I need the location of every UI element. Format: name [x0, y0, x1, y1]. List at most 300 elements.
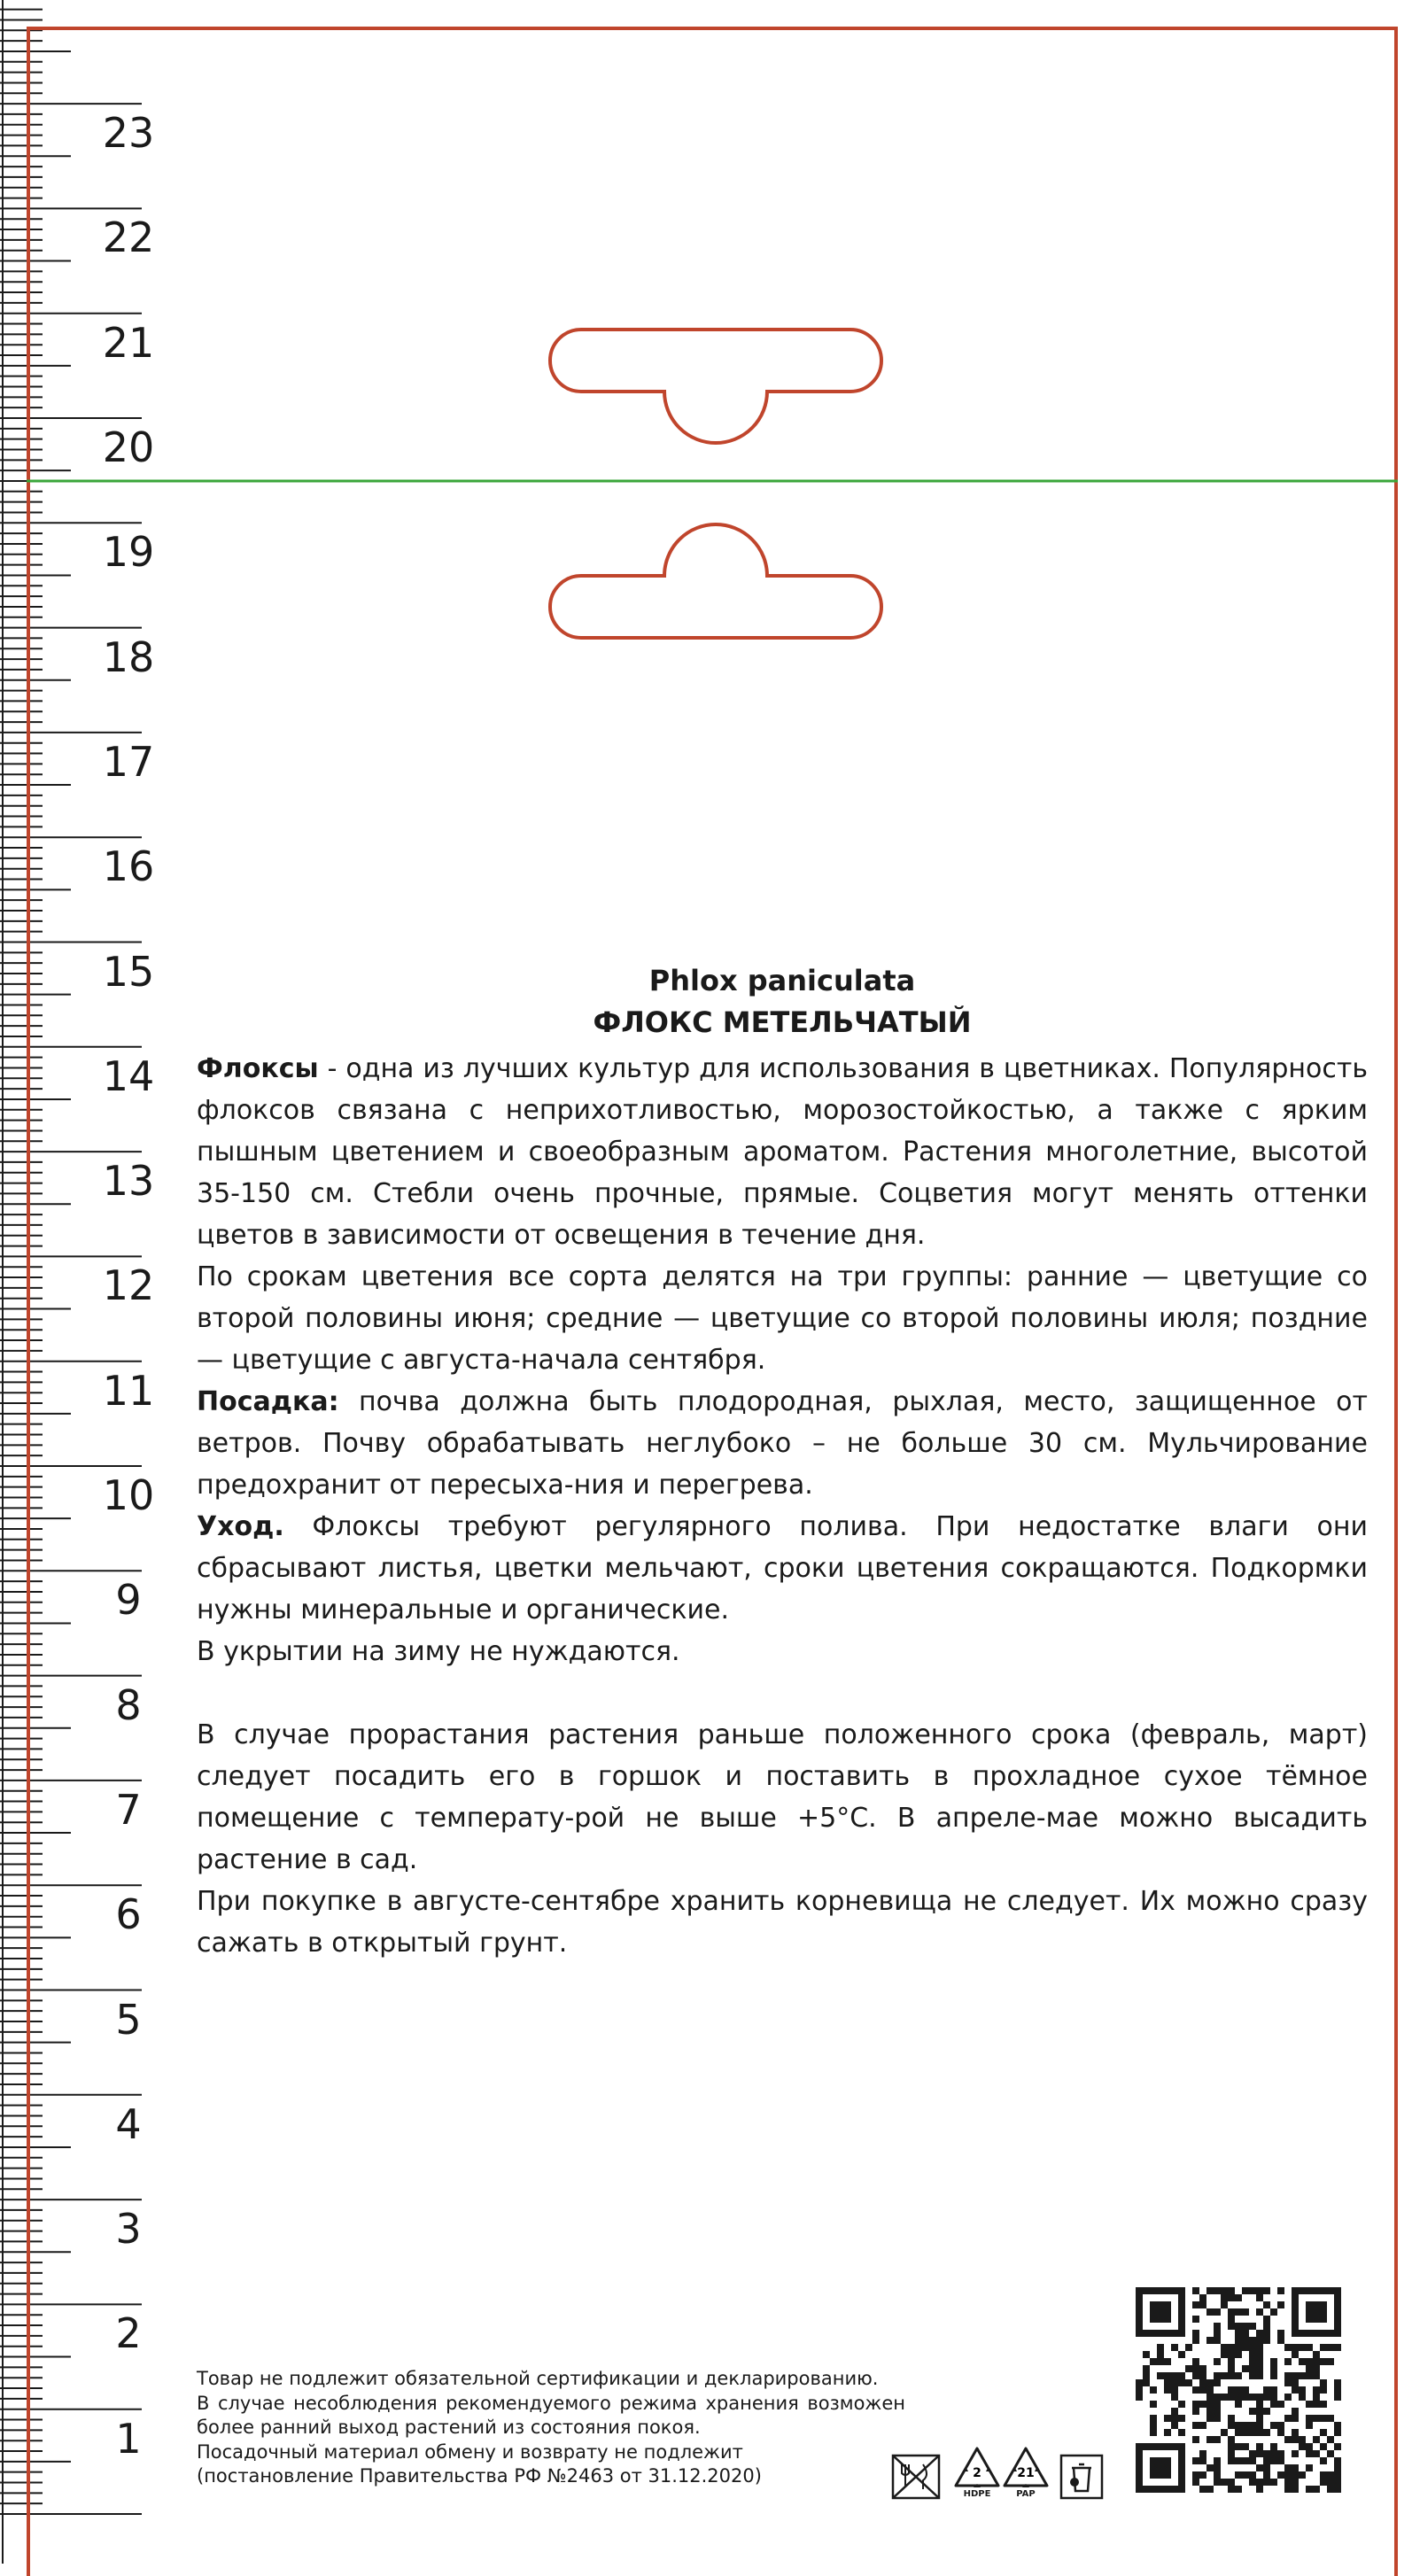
qr-module — [1228, 2351, 1235, 2358]
qr-module — [1263, 2386, 1270, 2394]
qr-module — [1320, 2457, 1327, 2464]
qr-module — [1171, 2386, 1178, 2394]
qr-module — [1221, 2294, 1228, 2301]
qr-finder — [1150, 2457, 1171, 2479]
qr-module — [1292, 2436, 1299, 2443]
qr-module — [1192, 2479, 1199, 2486]
qr-module — [1256, 2422, 1263, 2429]
paragraph-care — [197, 1506, 1368, 1631]
qr-module — [1221, 2429, 1228, 2436]
ruler-number: 16 — [102, 842, 155, 891]
qr-module — [1235, 2429, 1242, 2436]
qr-module — [1143, 2372, 1150, 2379]
qr-module — [1270, 2308, 1277, 2316]
qr-module — [1284, 2436, 1292, 2443]
qr-module — [1228, 2294, 1235, 2301]
qr-module — [1270, 2422, 1277, 2429]
qr-module — [1256, 2394, 1263, 2401]
qr-module — [1299, 2443, 1306, 2450]
qr-module — [1263, 2337, 1270, 2344]
qr-module — [1299, 2471, 1306, 2479]
ruler-number: 15 — [102, 947, 155, 996]
qr-module — [1206, 2486, 1214, 2493]
qr-module — [1235, 2323, 1242, 2330]
qr-module — [1228, 2479, 1235, 2486]
qr-module — [1221, 2351, 1228, 2358]
qr-module — [1150, 2386, 1157, 2394]
qr-module — [1263, 2408, 1270, 2415]
qr-code — [1136, 2287, 1341, 2493]
qr-module — [1235, 2308, 1242, 2316]
hdpe-label: HDPE — [963, 2489, 991, 2499]
ruler-number: 17 — [102, 737, 155, 786]
qr-module — [1242, 2457, 1249, 2464]
qr-module — [1235, 2394, 1242, 2401]
lead-care: Уход. — [197, 1511, 284, 1542]
qr-module — [1263, 2450, 1270, 2457]
qr-module — [1235, 2294, 1242, 2301]
qr-module — [1178, 2429, 1185, 2436]
qr-module — [1313, 2372, 1320, 2379]
qr-module — [1249, 2344, 1256, 2351]
qr-module — [1171, 2372, 1178, 2379]
qr-module — [1263, 2301, 1270, 2308]
qr-module — [1313, 2365, 1320, 2372]
qr-module — [1235, 2443, 1242, 2450]
qr-module — [1206, 2408, 1214, 2415]
qr-module — [1292, 2408, 1299, 2415]
qr-module — [1242, 2443, 1249, 2450]
qr-module — [1327, 2486, 1334, 2493]
pap-label: PAP — [1016, 2489, 1036, 2499]
qr-module — [1206, 2308, 1214, 2316]
qr-module — [1277, 2422, 1284, 2429]
qr-module — [1292, 2379, 1299, 2386]
ruler-number: 22 — [102, 213, 155, 262]
qr-module — [1284, 2486, 1292, 2493]
qr-module — [1235, 2330, 1242, 2337]
qr-module — [1256, 2479, 1263, 2486]
qr-module — [1242, 2308, 1249, 2316]
qr-module — [1192, 2316, 1199, 2323]
qr-module — [1192, 2386, 1199, 2394]
qr-module — [1242, 2365, 1249, 2372]
paragraph-early-sprout — [197, 1714, 1368, 1881]
qr-module — [1242, 2323, 1249, 2330]
qr-module — [1306, 2422, 1313, 2429]
footer-line-1: Товар не подлежит обязательной сертификации и декларированию. — [197, 2368, 879, 2389]
footer-line-4: (постановление Правительства РФ №2463 от 31.12.2020) — [197, 2465, 762, 2487]
qr-module — [1327, 2479, 1334, 2486]
qr-module — [1249, 2471, 1256, 2479]
qr-module — [1228, 2323, 1235, 2330]
qr-module — [1256, 2464, 1263, 2471]
ruler-number: 11 — [102, 1366, 155, 1415]
ruler-number: 18 — [102, 632, 155, 681]
qr-module — [1284, 2479, 1292, 2486]
qr-module — [1277, 2337, 1284, 2344]
qr-module — [1199, 2379, 1206, 2386]
qr-module — [1313, 2415, 1320, 2422]
qr-module — [1249, 2323, 1256, 2330]
qr-module — [1313, 2386, 1320, 2394]
qr-module — [1284, 2358, 1292, 2365]
qr-module — [1171, 2408, 1178, 2415]
qr-module — [1192, 2408, 1199, 2415]
qr-module — [1256, 2344, 1263, 2351]
qr-module — [1256, 2351, 1263, 2358]
qr-module — [1270, 2479, 1277, 2486]
qr-module — [1270, 2358, 1277, 2365]
qr-module — [1256, 2372, 1263, 2379]
qr-module — [1334, 2386, 1341, 2394]
qr-module — [1185, 2344, 1192, 2351]
qr-module — [1171, 2379, 1178, 2386]
qr-module — [1256, 2443, 1263, 2450]
qr-module — [1277, 2301, 1284, 2308]
qr-module — [1320, 2479, 1327, 2486]
qr-finder — [1306, 2301, 1327, 2323]
qr-module — [1150, 2401, 1157, 2408]
qr-module — [1292, 2386, 1299, 2394]
qr-module — [1270, 2386, 1277, 2394]
qr-module — [1284, 2379, 1292, 2386]
qr-module — [1185, 2365, 1192, 2372]
qr-module — [1214, 2330, 1221, 2337]
qr-module — [1270, 2401, 1277, 2408]
qr-module — [1228, 2358, 1235, 2365]
text-early-sprout: В случае прорастания растения раньше положенного срока (февраль, март) следует посадить его в горшок и поставить в прохладное сухое тёмное помещение с температу-рой не выше +5°С. В апреле-мае можно высадить растение в сад. — [197, 1719, 1368, 1875]
qr-module — [1199, 2301, 1206, 2308]
qr-module — [1249, 2372, 1256, 2379]
ruler-number: 12 — [102, 1261, 155, 1310]
ruler-number: 20 — [102, 423, 155, 471]
qr-module — [1150, 2429, 1157, 2436]
qr-module — [1313, 2351, 1320, 2358]
qr-module — [1327, 2344, 1334, 2351]
qr-module — [1306, 2372, 1313, 2379]
qr-module — [1256, 2365, 1263, 2372]
qr-module — [1284, 2471, 1292, 2479]
qr-module — [1206, 2401, 1214, 2408]
qr-module — [1221, 2394, 1228, 2401]
qr-module — [1249, 2351, 1256, 2358]
ruler-number: 4 — [115, 2099, 142, 2148]
qr-module — [1263, 2457, 1270, 2464]
qr-module — [1192, 2301, 1199, 2308]
qr-module — [1284, 2372, 1292, 2379]
qr-module — [1206, 2394, 1214, 2401]
qr-module — [1206, 2386, 1214, 2394]
qr-module — [1185, 2379, 1192, 2386]
ruler-number: 14 — [102, 1051, 155, 1100]
qr-module — [1306, 2344, 1313, 2351]
qr-module — [1178, 2401, 1185, 2408]
qr-module — [1270, 2372, 1277, 2379]
ruler-number: 8 — [115, 1680, 142, 1729]
text-about: - одна из лучших культур для использования в цветниках. Популярность флоксов связана с неприхотливостью, морозостойкостью, а также с ярким пышным цветением и своеобразным ароматом. Растения многолетние, высотой 35-150 см. Стебли очень прочные, прямые. Соцветия могут менять оттенки цветов в зависимости от освещения в течение дня. — [197, 1053, 1368, 1251]
qr-module — [1214, 2394, 1221, 2401]
qr-module — [1199, 2294, 1206, 2301]
qr-module — [1242, 2429, 1249, 2436]
qr-module — [1270, 2394, 1277, 2401]
qr-module — [1327, 2358, 1334, 2365]
qr-module — [1256, 2294, 1263, 2301]
qr-module — [1214, 2415, 1221, 2422]
qr-module — [1256, 2486, 1263, 2493]
qr-module — [1235, 2471, 1242, 2479]
qr-module — [1320, 2344, 1327, 2351]
ruler-number: 21 — [102, 318, 155, 367]
qr-module — [1313, 2401, 1320, 2408]
qr-module — [1292, 2415, 1299, 2422]
qr-module — [1327, 2436, 1334, 2443]
qr-module — [1228, 2365, 1235, 2372]
qr-module — [1199, 2422, 1206, 2429]
qr-module — [1228, 2287, 1235, 2294]
qr-module — [1221, 2301, 1228, 2308]
qr-module — [1306, 2365, 1313, 2372]
qr-module — [1263, 2394, 1270, 2401]
ruler-number: 1 — [115, 2414, 142, 2463]
pap-number: 21 — [1017, 2466, 1035, 2480]
ruler-number: 9 — [115, 1576, 142, 1625]
qr-module — [1143, 2379, 1150, 2386]
qr-module — [1192, 2358, 1199, 2365]
ruler-number: 6 — [115, 1890, 142, 1939]
qr-module — [1178, 2372, 1185, 2379]
paragraph-winter — [197, 1631, 1368, 1672]
qr-module — [1214, 2471, 1221, 2479]
ruler-number: 3 — [115, 2205, 142, 2254]
qr-module — [1334, 2464, 1341, 2471]
qr-module — [1228, 2436, 1235, 2443]
qr-module — [1320, 2429, 1327, 2436]
text-winter: В укрытии на зиму не нуждаются. — [197, 1636, 680, 1667]
qr-module — [1313, 2486, 1320, 2493]
qr-module — [1178, 2351, 1185, 2358]
qr-module — [1277, 2429, 1284, 2436]
qr-module — [1214, 2479, 1221, 2486]
qr-module — [1313, 2394, 1320, 2401]
qr-module — [1214, 2287, 1221, 2294]
qr-module — [1214, 2408, 1221, 2415]
qr-module — [1270, 2443, 1277, 2450]
qr-module — [1136, 2379, 1143, 2386]
qr-module — [1221, 2372, 1228, 2379]
qr-module — [1199, 2401, 1206, 2408]
qr-module — [1228, 2450, 1235, 2457]
qr-module — [1214, 2401, 1221, 2408]
qr-module — [1214, 2436, 1221, 2443]
qr-module — [1214, 2372, 1221, 2379]
qr-module — [1320, 2443, 1327, 2450]
qr-module — [1214, 2358, 1221, 2365]
ruler-number: 10 — [102, 1471, 155, 1519]
qr-module — [1242, 2386, 1249, 2394]
paragraph-autumn — [197, 1881, 1368, 1964]
text-autumn: При покупке в августе-сентябре хранить корневища не следует. Их можно сразу сажать в открытый грунт. — [197, 1886, 1368, 1959]
qr-module — [1256, 2408, 1263, 2415]
qr-module — [1299, 2358, 1306, 2365]
description-block — [197, 1048, 1368, 1964]
qr-module — [1192, 2422, 1199, 2429]
qr-module — [1256, 2429, 1263, 2436]
qr-module — [1199, 2365, 1206, 2372]
qr-module — [1192, 2365, 1199, 2372]
qr-module — [1327, 2415, 1334, 2422]
qr-module — [1292, 2429, 1299, 2436]
qr-module — [1249, 2394, 1256, 2401]
title-russian: ФЛОКС МЕТЕЛЬЧАТЫЙ — [593, 1005, 972, 1039]
qr-module — [1228, 2415, 1235, 2422]
qr-module — [1320, 2415, 1327, 2422]
recycle-hdpe-icon — [952, 2445, 1002, 2491]
qr-module — [1199, 2386, 1206, 2394]
qr-module — [1192, 2372, 1199, 2379]
qr-module — [1306, 2415, 1313, 2422]
qr-module — [1150, 2422, 1157, 2429]
text-groups: По срокам цветения все сорта делятся на три группы: ранние — цветущие со второй половины июня; средние — цветущие со второй половины июля; поздние — цветущие с августа-начала сентября. — [197, 1261, 1368, 1376]
qr-module — [1256, 2358, 1263, 2365]
text-care: Флоксы требуют регулярного полива. При недостатке влаги они сбрасывают листья, цветки мельчают, сроки цветения сокращаются. Подкормки нужны минеральные и органические. — [197, 1511, 1368, 1626]
qr-module — [1235, 2337, 1242, 2344]
qr-module — [1256, 2308, 1263, 2316]
ruler-number: 5 — [115, 1995, 142, 2044]
qr-module — [1171, 2422, 1178, 2429]
qr-module — [1249, 2479, 1256, 2486]
qr-module — [1334, 2443, 1341, 2450]
ruler-number: 2 — [115, 2309, 142, 2358]
qr-module — [1334, 2471, 1341, 2479]
qr-module — [1256, 2450, 1263, 2457]
qr-module — [1228, 2457, 1235, 2464]
qr-module — [1334, 2429, 1341, 2436]
qr-module — [1263, 2316, 1270, 2323]
qr-module — [1277, 2287, 1284, 2294]
qr-module — [1299, 2344, 1306, 2351]
qr-module — [1263, 2464, 1270, 2471]
qr-module — [1320, 2471, 1327, 2479]
qr-module — [1199, 2486, 1206, 2493]
qr-module — [1299, 2436, 1306, 2443]
qr-module — [1242, 2337, 1249, 2344]
qr-module — [1157, 2344, 1164, 2351]
qr-module — [1284, 2464, 1292, 2471]
qr-module — [1143, 2365, 1150, 2372]
qr-module — [1221, 2344, 1228, 2351]
qr-module — [1235, 2351, 1242, 2358]
qr-module — [1235, 2372, 1242, 2379]
qr-module — [1249, 2429, 1256, 2436]
qr-module — [1192, 2457, 1199, 2464]
qr-module — [1313, 2450, 1320, 2457]
qr-module — [1150, 2415, 1157, 2422]
qr-module — [1192, 2401, 1199, 2408]
qr-module — [1178, 2379, 1185, 2386]
qr-module — [1249, 2358, 1256, 2365]
qr-module — [1199, 2372, 1206, 2379]
no-food-contact-icon — [889, 2452, 943, 2502]
qr-module — [1150, 2358, 1157, 2365]
ruler-number: 7 — [115, 1785, 142, 1834]
qr-module — [1235, 2457, 1242, 2464]
qr-module — [1256, 2415, 1263, 2422]
footer-line-3: Посадочный материал обмену и возврату не подлежит — [197, 2440, 743, 2463]
qr-module — [1242, 2471, 1249, 2479]
qr-module — [1235, 2344, 1242, 2351]
qr-module — [1270, 2365, 1277, 2372]
qr-module — [1263, 2330, 1270, 2337]
qr-module — [1214, 2337, 1221, 2344]
qr-module — [1306, 2464, 1313, 2471]
qr-module — [1299, 2394, 1306, 2401]
qr-module — [1206, 2287, 1214, 2294]
paragraph-planting — [197, 1381, 1368, 1506]
qr-module — [1228, 2394, 1235, 2401]
qr-module — [1249, 2450, 1256, 2457]
qr-module — [1171, 2344, 1178, 2351]
qr-module — [1228, 2443, 1235, 2450]
qr-module — [1206, 2337, 1214, 2344]
qr-module — [1221, 2287, 1228, 2294]
hang-hole-top — [550, 330, 881, 443]
qr-module — [1228, 2422, 1235, 2429]
qr-module — [1249, 2287, 1256, 2294]
qr-module — [1214, 2379, 1221, 2386]
qr-module — [1199, 2450, 1206, 2457]
qr-module — [1228, 2344, 1235, 2351]
qr-module — [1192, 2287, 1199, 2294]
qr-module — [1334, 2394, 1341, 2401]
qr-module — [1292, 2450, 1299, 2457]
qr-module — [1263, 2479, 1270, 2486]
qr-module — [1277, 2457, 1284, 2464]
qr-module — [1164, 2415, 1171, 2422]
qr-module — [1320, 2401, 1327, 2408]
qr-module — [1249, 2422, 1256, 2429]
qr-module — [1228, 2316, 1235, 2323]
qr-module — [1327, 2450, 1334, 2457]
qr-module — [1270, 2450, 1277, 2457]
qr-module — [1164, 2386, 1171, 2394]
qr-module — [1192, 2436, 1199, 2443]
qr-module — [1299, 2386, 1306, 2394]
qr-module — [1320, 2358, 1327, 2365]
footer-line-2: В случае несоблюдения рекомендуемого режима хранения возможен более ранний выход растений из состояния покоя. — [197, 2392, 905, 2438]
qr-module — [1334, 2344, 1341, 2351]
qr-module — [1320, 2379, 1327, 2386]
qr-module — [1157, 2372, 1164, 2379]
qr-module — [1164, 2372, 1171, 2379]
qr-module — [1228, 2372, 1235, 2379]
qr-module — [1242, 2394, 1249, 2401]
qr-module — [1263, 2287, 1270, 2294]
qr-module — [1206, 2415, 1214, 2422]
qr-module — [1214, 2308, 1221, 2316]
qr-module — [1199, 2457, 1206, 2464]
hdpe-number: 2 — [973, 2466, 981, 2480]
qr-module — [1292, 2486, 1299, 2493]
qr-module — [1256, 2337, 1263, 2344]
qr-module — [1157, 2358, 1164, 2365]
qr-module — [1256, 2401, 1263, 2408]
qr-module — [1157, 2351, 1164, 2358]
lead-planting: Посадка: — [197, 1386, 339, 1417]
qr-module — [1284, 2344, 1292, 2351]
qr-module — [1284, 2415, 1292, 2422]
qr-module — [1228, 2486, 1235, 2493]
